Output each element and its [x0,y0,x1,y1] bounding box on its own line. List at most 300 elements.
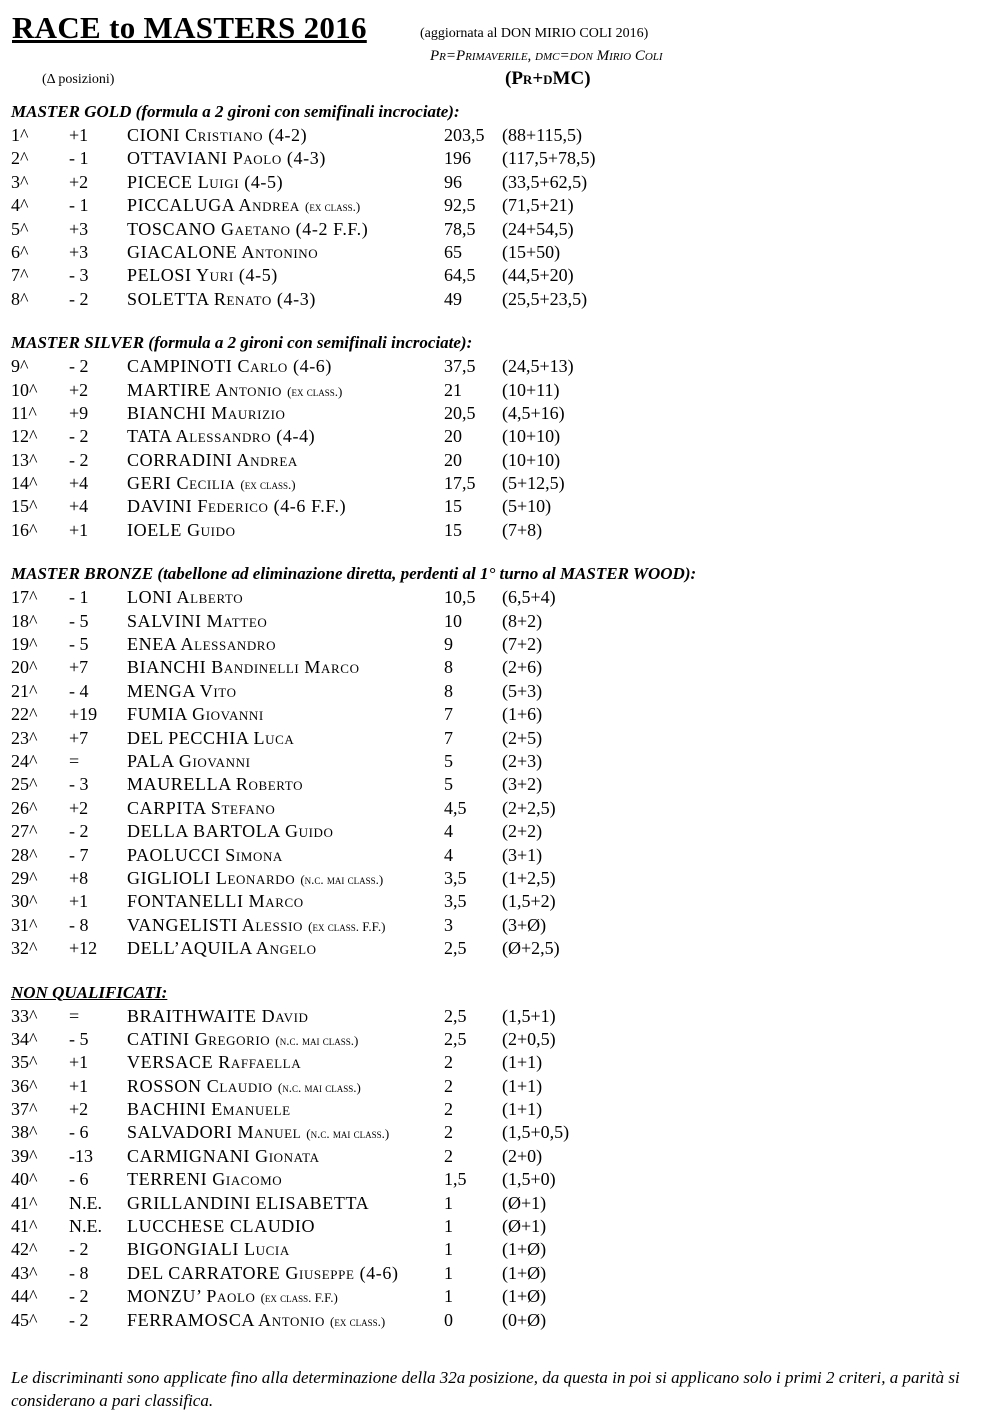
player-name-cell [127,402,286,425]
position-cell: 35^ [11,1052,38,1073]
delta-cell: +1 [69,125,89,145]
points-breakdown-cell: (2+5) [502,727,543,748]
ranking-row [11,937,976,960]
ranking-row [11,1215,976,1238]
ranking-section [11,981,976,1332]
player-name: DEL CARRATORE Giuseppe (4-6) [127,1262,399,1283]
points-breakdown-cell: (7+2) [502,634,543,655]
points-cell: 10 [444,610,462,631]
position-cell: 38^ [11,1122,38,1143]
player-note: (n.c. mai class.) [300,871,384,887]
position-cell: 33^ [11,1005,38,1026]
ranking-row [11,495,976,518]
footer-note: Le discriminanti sono applicate fino alla determinazione della 32a posizione, da questa in poi si applicano solo i primi 2 criteri, a parità si considerano a pari classifica. [11,1368,960,1410]
delta-cell: - 2 [69,449,89,470]
points-breakdown-cell: (3+Ø) [502,914,547,935]
position-cell: 44^ [11,1286,38,1307]
points-breakdown-cell: (2+3) [502,750,543,771]
position-cell: 5^ [11,218,29,239]
points-breakdown-cell: (71,5+21) [502,195,574,216]
player-name: PALA Giovanni [127,750,251,771]
position-cell: 19^ [11,634,38,655]
delta-cell: - 2 [69,1309,89,1330]
points-breakdown-cell: (5+3) [502,680,543,701]
player-note: (n.c. mai class.) [306,1126,390,1142]
ranking-row [11,820,976,843]
player-name-cell [127,1238,290,1261]
points-cell: 10,5 [444,587,476,608]
ranking-row [11,1098,976,1121]
ranking-row [11,610,976,633]
points-breakdown-cell: (1+2,5) [502,867,556,888]
ranking-row [11,586,976,609]
player-name: SALVINI Matteo [127,610,268,631]
points-cell: 1 [444,1192,453,1213]
player-name-cell [127,750,251,773]
points-cell: 4,5 [444,797,467,818]
points-breakdown-cell: (Ø+1) [502,1216,547,1237]
delta-cell: +7 [69,727,89,748]
player-name-cell [127,773,303,796]
ranking-section [11,562,976,960]
delta-cell: = [69,750,80,771]
points-cell: 2 [444,1122,453,1143]
points-cell: 2,5 [444,938,467,959]
points-cell: 20 [444,426,462,447]
points-breakdown-cell: (1,5+1) [502,1005,556,1026]
ranking-row [11,1028,976,1051]
player-name-cell [127,1285,338,1309]
points-breakdown-cell: (24,5+13) [502,356,574,377]
points-cell: 8 [444,680,453,701]
points-breakdown-cell: (44,5+20) [502,265,574,286]
page-title: RACE to MASTERS 2016 [12,10,367,45]
player-name-cell [127,914,385,938]
position-cell: 18^ [11,610,38,631]
player-name: LUCCHESE CLAUDIO [127,1216,316,1237]
points-breakdown-cell: (8+2) [502,610,543,631]
points-cell: 78,5 [444,218,476,239]
points-breakdown-cell: (1+Ø) [502,1262,547,1283]
points-cell: 1 [444,1216,453,1237]
position-cell: 7^ [11,265,29,286]
ranking-row [11,1168,976,1191]
points-cell: 49 [444,288,462,309]
position-cell: 10^ [11,379,38,400]
section-title: MASTER SILVER (formula a 2 gironi con semifinali incrociate): [11,333,473,353]
player-name-cell [127,379,342,403]
player-name-cell [127,797,275,820]
player-name: DELL’AQUILA Angelo [127,938,317,959]
player-name: MONZU’ Paolo [127,1286,261,1307]
position-cell: 29^ [11,867,38,888]
ranking-row [11,264,976,287]
delta-cell: - 3 [69,774,89,795]
position-cell: 24^ [11,750,38,771]
points-breakdown-cell: (5+12,5) [502,473,565,494]
ranking-row [11,703,976,726]
player-name-cell [127,890,304,913]
player-note: (ex class.) [305,199,361,215]
points-breakdown-cell: (1,5+2) [502,891,556,912]
delta-cell: +2 [69,379,89,400]
player-name: GIGLIOLI Leonardo [127,867,301,888]
delta-cell: N.E. [69,1216,102,1237]
position-cell: 21^ [11,680,38,701]
position-cell: 2^ [11,148,29,169]
player-name: CIONI Cristiano (4-2) [127,125,308,145]
ranking-row [11,402,976,425]
position-cell: 17^ [11,587,38,608]
player-name: LONI Alberto [127,587,244,608]
player-name-cell [127,1028,358,1052]
delta-cell: - 2 [69,426,89,447]
points-breakdown-cell: (Ø+1) [502,1192,547,1213]
ranking-row [11,1192,976,1215]
player-name-cell [127,1051,301,1074]
points-breakdown-cell: (2+6) [502,657,543,678]
position-cell: 32^ [11,938,38,959]
player-note: (ex class. F.F.) [308,918,386,934]
ranking-row [11,288,976,311]
position-cell: 27^ [11,821,38,842]
player-name: CAMPINOTI Carlo (4-6) [127,356,332,377]
position-cell: 23^ [11,727,38,748]
points-cell: 0 [444,1309,453,1330]
player-name: TATA Alessandro (4-4) [127,426,316,447]
player-name-cell [127,1075,361,1099]
player-name-cell [127,472,296,496]
delta-cell: - 2 [69,288,89,309]
ranking-sections [11,100,976,1332]
points-breakdown-cell: (2+0) [502,1145,543,1166]
ranking-row [11,1145,976,1168]
player-note: (ex class.) [240,477,296,493]
player-name: MARTIRE Antonio [127,379,288,400]
ranking-section [11,100,976,311]
position-cell: 6^ [11,241,29,262]
delta-cell: +9 [69,402,89,423]
delta-cell: - 6 [69,1169,89,1190]
player-name-cell [127,519,236,542]
player-note: (n.c. mai class.) [275,1032,359,1048]
position-cell: 25^ [11,774,38,795]
position-cell: 16^ [11,519,38,540]
delta-cell: - 8 [69,914,89,935]
player-name-cell [127,1121,389,1145]
delta-cell: - 1 [69,195,89,216]
delta-cell: - 7 [69,844,89,865]
points-cell: 1 [444,1262,453,1283]
section-title: MASTER GOLD (formula a 2 gironi con semifinali incrociate): [11,102,460,121]
player-name-cell [127,656,360,679]
points-cell: 7 [444,704,453,725]
player-name-cell [127,194,360,218]
player-name-cell [127,1005,309,1028]
points-breakdown-cell: (1,5+0,5) [502,1122,570,1143]
ranking-row [11,1238,976,1261]
ranking-row [11,890,976,913]
ranking-row [11,773,976,796]
position-cell: 14^ [11,473,38,494]
player-name: GIACALONE Antonino [127,241,319,262]
player-name-cell [127,1262,399,1285]
delta-cell: +1 [69,891,89,912]
player-name-cell [127,820,333,843]
abbreviation-legend: Pr=Primaverile, dmc=don Mirio Coli [430,48,663,64]
player-name-cell [127,241,318,264]
position-cell: 39^ [11,1145,38,1166]
points-breakdown-cell: (1+1) [502,1099,543,1120]
position-cell: 41^ [11,1192,38,1213]
points-breakdown-cell: (2+0,5) [502,1028,556,1049]
points-cell: 2 [444,1099,453,1120]
points-breakdown-cell: (10+10) [502,449,561,470]
player-name-cell [127,1309,385,1333]
points-cell: 15 [444,496,462,517]
position-cell: 36^ [11,1075,38,1096]
ranking-row [11,355,976,378]
ranking-row [11,124,976,147]
position-cell: 8^ [11,288,29,309]
player-name-cell [127,1145,320,1168]
player-name-cell [127,680,237,703]
player-name: BIGONGIALI Lucia [127,1239,290,1260]
player-name-cell [127,449,298,472]
player-name-cell [127,1098,291,1121]
player-name: GERI Cecilia [127,473,241,494]
points-cell: 1 [444,1286,453,1307]
player-name: DELLA BARTOLA Guido [127,821,334,842]
position-cell: 43^ [11,1262,38,1283]
player-name-cell [127,844,283,867]
position-cell: 4^ [11,195,29,216]
points-breakdown-cell: (33,5+62,5) [502,171,588,192]
points-breakdown-cell: (2+2) [502,821,543,842]
player-note: (ex class.) [330,1313,386,1329]
player-name: MENGA Vito [127,680,237,701]
player-name: CARMIGNANI Gionata [127,1145,320,1166]
ranking-row [11,750,976,773]
points-breakdown-cell: (1+Ø) [502,1239,547,1260]
ranking-row [11,194,976,217]
delta-cell: -13 [69,1145,93,1166]
position-cell: 42^ [11,1239,38,1260]
delta-cell: N.E. [69,1192,102,1213]
points-breakdown-cell: (117,5+78,5) [502,148,596,169]
player-name-cell [127,633,276,656]
player-name: ROSSON Claudio [127,1075,278,1096]
delta-cell: - 4 [69,680,89,701]
player-name-cell [127,1215,315,1238]
player-name: CATINI Gregorio [127,1028,276,1049]
ranking-row [11,1121,976,1144]
player-name: ENEA Alessandro [127,634,277,655]
ranking-row [11,241,976,264]
ranking-row [11,218,976,241]
position-cell: 34^ [11,1028,38,1049]
points-cell: 1,5 [444,1169,467,1190]
ranking-row [11,1005,976,1028]
points-breakdown-cell: (2+2,5) [502,797,556,818]
player-name-cell [127,703,264,726]
points-cell: 2 [444,1145,453,1166]
player-name-cell [127,264,278,287]
player-name: GRILLANDINI ELISABETTA [127,1192,370,1213]
position-cell: 9^ [11,356,29,377]
points-cell: 92,5 [444,195,476,216]
points-cell: 37,5 [444,356,476,377]
player-name: FERRAMOSCA Antonio [127,1309,331,1330]
position-cell: 11^ [11,402,37,423]
delta-cell: +8 [69,867,89,888]
player-name-cell [127,1192,369,1215]
delta-cell: +3 [69,241,89,262]
position-cell: 12^ [11,426,38,447]
ranking-row [11,171,976,194]
position-cell: 26^ [11,797,38,818]
ranking-row [11,727,976,750]
delta-cell: = [69,1005,80,1026]
player-name: FUMIA Giovanni [127,704,264,725]
ranking-row [11,519,976,542]
player-name: BACHINI Emanuele [127,1099,291,1120]
position-cell: 28^ [11,844,38,865]
points-breakdown-cell: (24+54,5) [502,218,574,239]
delta-cell: - 1 [69,587,89,608]
update-note: (aggiornata al DON MIRIO COLI 2016) [420,26,649,41]
ranking-row [11,472,976,495]
points-breakdown-cell: (1+Ø) [502,1286,547,1307]
player-name-cell [127,495,346,518]
delta-cell: - 2 [69,356,89,377]
player-name-cell [127,867,383,891]
points-cell: 1 [444,1239,453,1260]
points-breakdown-cell: (1+6) [502,704,543,725]
points-breakdown-cell: (7+8) [502,519,543,540]
points-cell: 196 [444,148,471,169]
points-cell: 203,5 [444,125,485,145]
points-breakdown-cell: (25,5+23,5) [502,288,588,309]
delta-cell: - 5 [69,634,89,655]
delta-cell: - 2 [69,821,89,842]
points-cell: 2,5 [444,1005,467,1026]
points-cell: 20 [444,449,462,470]
delta-cell: - 2 [69,1286,89,1307]
position-cell: 13^ [11,449,38,470]
points-breakdown-cell: (10+10) [502,426,561,447]
delta-cell: - 5 [69,610,89,631]
points-cell: 3,5 [444,867,467,888]
points-breakdown-cell: (15+50) [502,241,561,262]
position-cell: 30^ [11,891,38,912]
player-name-cell [127,124,307,147]
delta-cell: - 3 [69,265,89,286]
ranking-row [11,1051,976,1074]
delta-cell: - 8 [69,1262,89,1283]
points-breakdown-cell: (88+115,5) [502,125,582,145]
ranking-row [11,1309,976,1332]
ranking-row [11,797,976,820]
player-name: DEL PECCHIA Luca [127,727,295,748]
points-breakdown-cell: (3+1) [502,844,543,865]
position-cell: 1^ [11,125,29,145]
points-cell: 20,5 [444,402,476,423]
points-cell: 5 [444,750,453,771]
points-formula-label: (Pr+dMC) [505,68,591,89]
points-breakdown-cell: (1,5+0) [502,1169,556,1190]
player-name: SOLETTA Renato (4-3) [127,288,316,309]
player-name: IOELE Guido [127,519,236,540]
player-name: DAVINI Federico (4-6 F.F.) [127,496,347,517]
position-cell: 41^ [11,1216,38,1237]
player-name: PELOSI Yuri (4-5) [127,265,278,286]
points-cell: 96 [444,171,462,192]
points-breakdown-cell: (1+1) [502,1075,543,1096]
player-note: (n.c. mai class.) [277,1079,361,1095]
ranking-row [11,1075,976,1098]
points-cell: 3,5 [444,891,467,912]
ranking-row [11,1285,976,1308]
points-cell: 2,5 [444,1028,467,1049]
delta-cell: +1 [69,1052,89,1073]
player-name: PICCALUGA Andrea [127,195,305,216]
ranking-row [11,379,976,402]
delta-cell: - 2 [69,1239,89,1260]
ranking-row [11,844,976,867]
points-breakdown-cell: (10+11) [502,379,560,400]
player-name: MAURELLA Roberto [127,774,304,795]
delta-cell: +4 [69,473,89,494]
player-name: VANGELISTI Alessio [127,914,309,935]
position-cell: 37^ [11,1099,38,1120]
ranking-row [11,656,976,679]
delta-cell: +7 [69,657,89,678]
points-breakdown-cell: (1+1) [502,1052,543,1073]
player-name: BRAITHWAITE David [127,1005,309,1026]
points-cell: 2 [444,1052,453,1073]
ranking-row [11,633,976,656]
delta-cell: - 6 [69,1122,89,1143]
points-cell: 4 [444,821,453,842]
points-breakdown-cell: (0+Ø) [502,1309,547,1330]
player-name-cell [127,171,283,194]
player-name: VERSACE Raffaella [127,1052,302,1073]
player-name: BIANCHI Bandinelli Marco [127,657,360,678]
points-breakdown-cell: (4,5+16) [502,402,565,423]
position-cell: 45^ [11,1309,38,1330]
delta-cell: - 1 [69,148,89,169]
points-cell: 3 [444,914,453,935]
ranking-row [11,680,976,703]
delta-positions-label: (Δ posizioni) [42,72,115,87]
delta-cell: +19 [69,704,98,725]
player-name-cell [127,425,315,448]
section-title: NON QUALIFICATI: [11,982,168,1002]
ranking-row [11,147,976,170]
ranking-row [11,867,976,890]
points-cell: 2 [444,1075,453,1096]
player-name: OTTAVIANI Paolo (4-3) [127,148,326,169]
player-name-cell [127,218,368,241]
points-cell: 8 [444,657,453,678]
player-name: CARPITA Stefano [127,797,276,818]
points-cell: 64,5 [444,265,476,286]
player-name: SALVADORI Manuel [127,1122,307,1143]
delta-cell: +2 [69,1099,89,1120]
player-name: PICECE Luigi (4-5) [127,171,284,192]
points-cell: 17,5 [444,473,476,494]
